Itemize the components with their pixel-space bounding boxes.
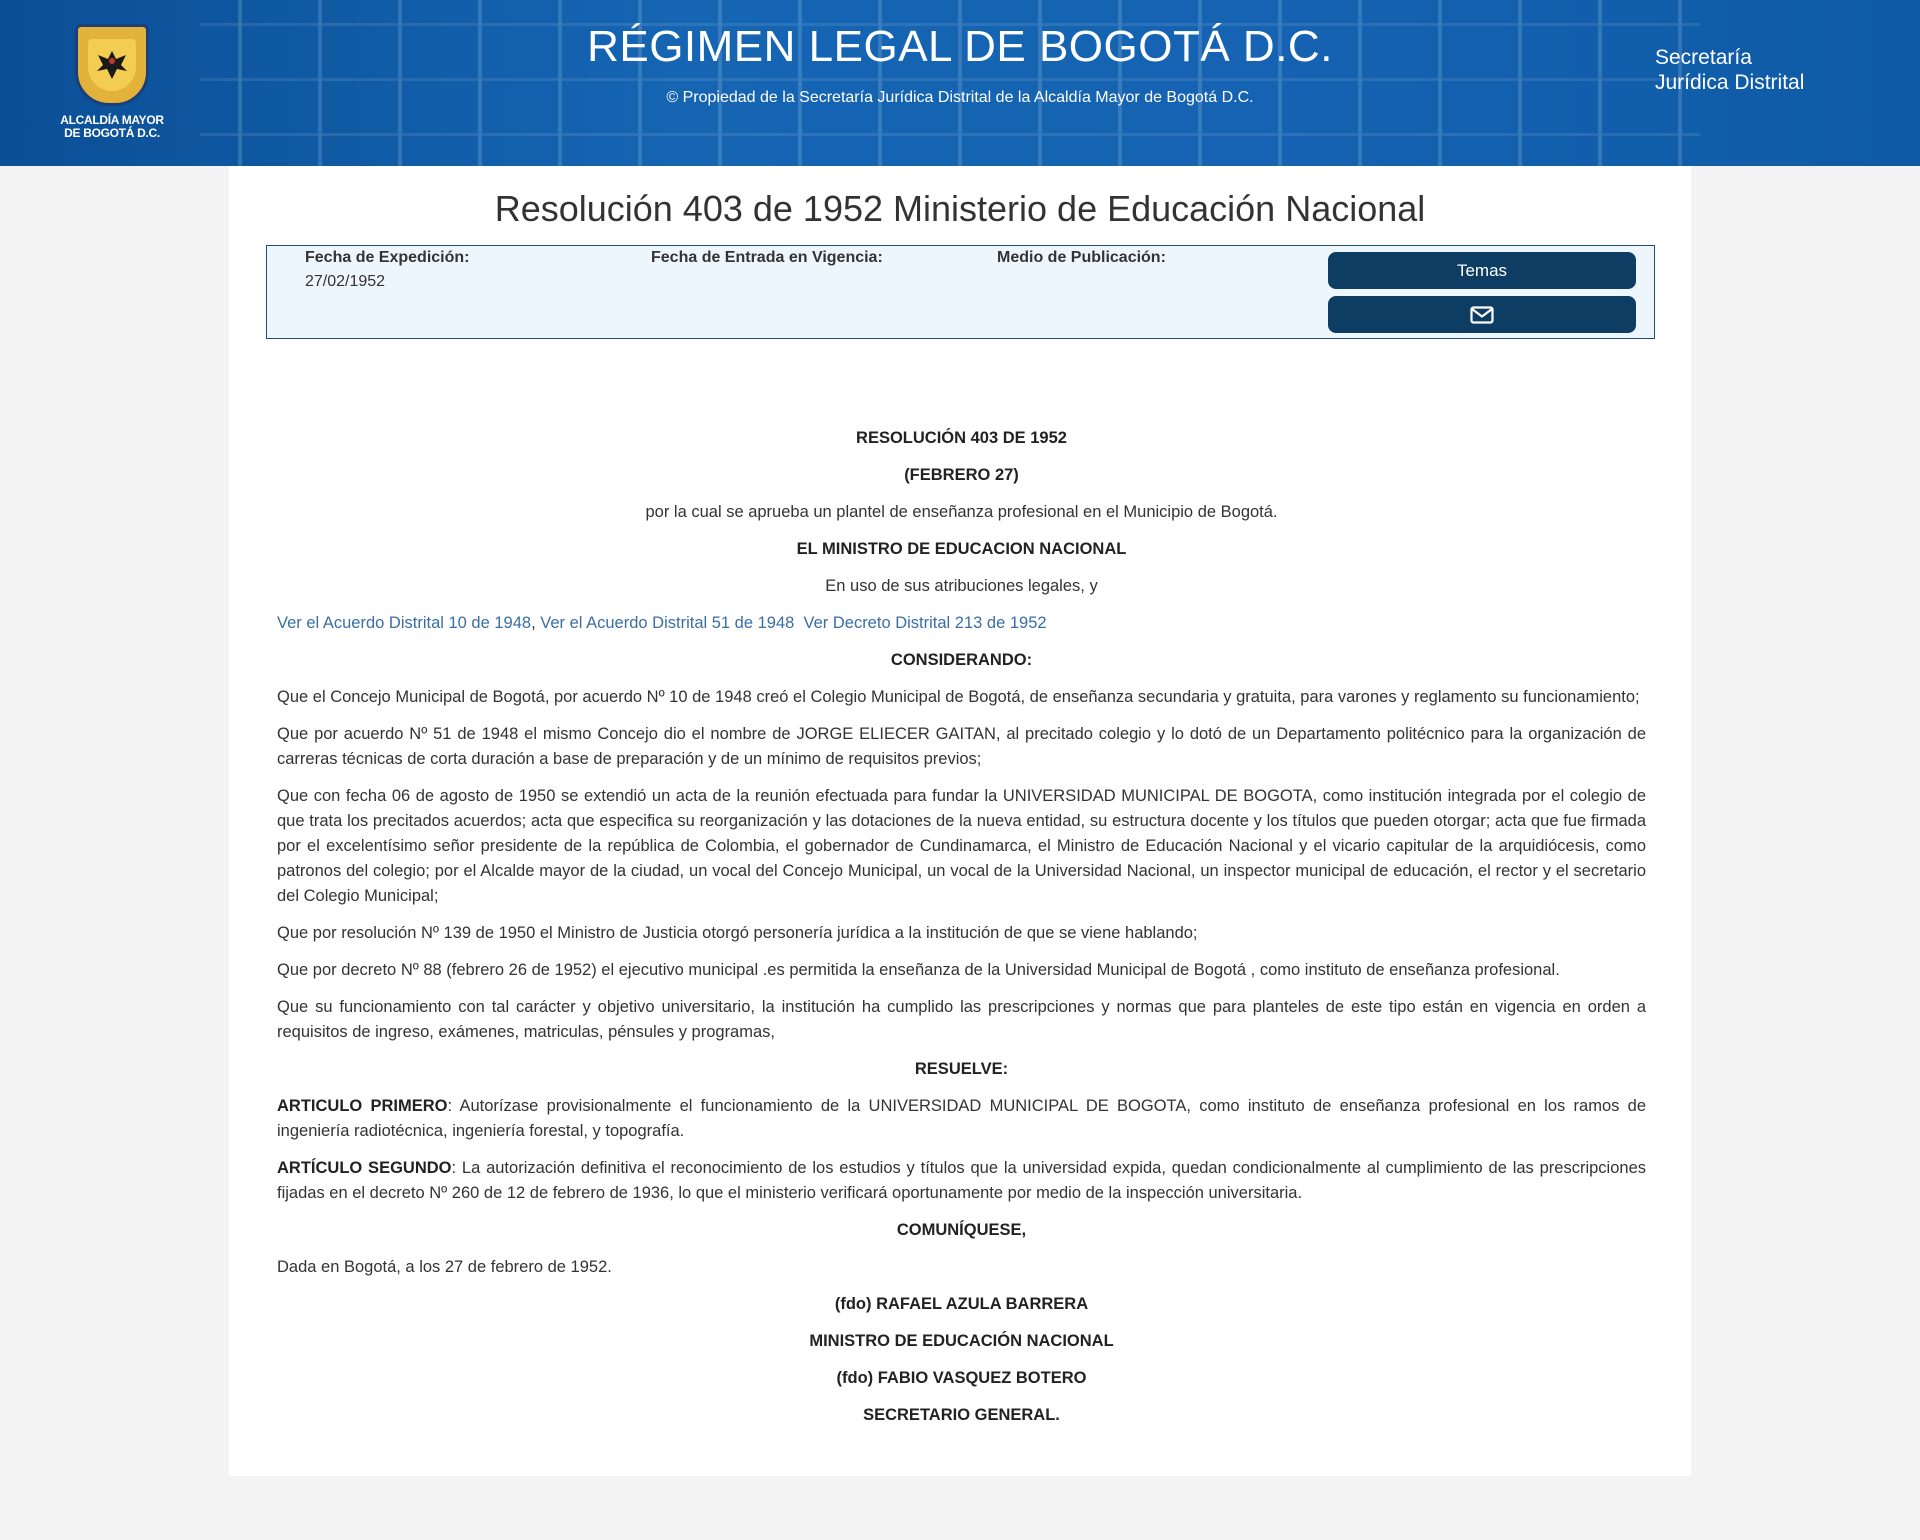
document-body <box>277 426 1646 1440</box>
page-title: Resolución 403 de 1952 Ministerio de Educación Nacional <box>494 188 1426 229</box>
link-acuerdo-10-1948[interactable]: Ver el Acuerdo Distrital 10 de 1948 <box>277 614 532 632</box>
fecha-expedicion-label: Fecha de Expedición: <box>305 249 470 266</box>
fecha-vigencia <box>651 246 883 267</box>
fecha-vigencia-label: Fecha de Entrada en Vigencia: <box>651 249 883 266</box>
uso-atribuciones: En uso de sus atribuciones legales, y <box>825 577 1098 595</box>
articulo-segundo-text: : La autorización definitiva el reconocimiento de los estudios y títulos que la universidad expida, quedan condicionalmente al cumplimiento de las prescripciones fijadas en el decreto Nº 260 de 12 de febrero de 1936, lo que el ministerio verificará oportunamente por medio de la inspección universitaria. <box>277 1159 1647 1202</box>
articulo-segundo-label: ARTÍCULO SEGUNDO <box>277 1159 452 1177</box>
articulo-primero-label: ARTICULO PRIMERO <box>277 1097 448 1115</box>
resolution-heading: RESOLUCIÓN 403 DE 1952 <box>856 429 1067 447</box>
articulo-segundo <box>277 1156 1646 1206</box>
temas-button[interactable]: Temas <box>1328 252 1636 289</box>
medio-publicacion-label: Medio de Publicación: <box>997 249 1166 266</box>
resolution-summary: por la cual se aprueba un plantel de enseñanza profesional en el Municipio de Bogotá. <box>645 503 1278 521</box>
medio-publicacion <box>997 246 1166 267</box>
site-subtitle: © Propiedad de la Secretaría Jurídica Distrital de la Alcaldía Mayor de Bogotá D.C. <box>666 89 1254 106</box>
secretaria-line1: Secretaría <box>1655 46 1752 69</box>
considerando-paragraph: Que el Concejo Municipal de Bogotá, por acuerdo Nº 10 de 1948 creó el Colegio Municipal de Bogotá, de enseñanza secundaria y gratuita, para varones y reglamento su funcionamiento; <box>277 688 1640 706</box>
site-header <box>0 0 1920 166</box>
resolution-date: (FEBRERO 27) <box>904 466 1019 484</box>
resuelve-heading: RESUELVE: <box>914 1060 1009 1078</box>
considerando-paragraph: Que con fecha 06 de agosto de 1950 se extendió un acta de la reunión efectuada para fundar la UNIVERSIDAD MUNICIPAL DE BOGOTA, como institución integrada por el colegio de que trata los precitados acuerdos; acta que especifica su reorganización y las dotaciones de la nueva entidad, su estructura docente y los títulos que pueden otorgar; acta que fue firmada por el excelentísimo señor presidente de la república de Colombia, el gobernador de Cundinamarca, el Ministro de Educación Nacional y el vicario capitular de la arquidiócesis, como patronos del colegio; por el Alcalde mayor de la ciudad, un vocal del Concejo Municipal, un vocal de la Universidad Nacional, un inspector municipal de educación, el rector y el secretario del Colegio Municipal; <box>277 787 1646 905</box>
logo-caption-line1: ALCALDÍA MAYOR <box>60 113 164 127</box>
related-links: Ver el Acuerdo Distrital 10 de 1948, Ver el Acuerdo Distrital 51 de 1948 Ver Decreto Distrital 213 de 1952 <box>277 614 1047 632</box>
envelope-icon <box>1470 306 1494 324</box>
issuer: EL MINISTRO DE EDUCACION NACIONAL <box>796 540 1127 558</box>
secretaria-juridica-logo[interactable] <box>1655 45 1804 95</box>
secretaria-line2: Jurídica Distrital <box>1655 71 1805 94</box>
document-info-box <box>266 245 1655 339</box>
signature-1: (fdo) RAFAEL AZULA BARRERA <box>834 1295 1089 1313</box>
logo-caption <box>52 114 172 140</box>
site-title: RÉGIMEN LEGAL DE BOGOTÁ D.C. <box>587 22 1333 71</box>
fecha-expedicion <box>305 246 469 291</box>
articulo-primero-text: : Autorízase provisionalmente el funcionamiento de la UNIVERSIDAD MUNICIPAL DE BOGOTA, como instituto de enseñanza profesional en los ramos de ingeniería radiotécnica, ingeniería forestal, y topografía. <box>277 1097 1646 1140</box>
logo-caption-line2: DE BOGOTÁ D.C. <box>64 126 160 140</box>
dada-en-bogota: Dada en Bogotá, a los 27 de febrero de 1952. <box>277 1258 612 1276</box>
link-acuerdo-51-1948[interactable]: Ver el Acuerdo Distrital 51 de 1948 <box>540 614 795 632</box>
comuniquese: COMUNÍQUESE, <box>896 1221 1027 1239</box>
considerando-heading: CONSIDERANDO: <box>890 651 1033 669</box>
signature-2-role: SECRETARIO GENERAL. <box>863 1406 1060 1424</box>
link-decreto-213-1952[interactable]: Ver Decreto Distrital 213 de 1952 <box>803 614 1047 632</box>
email-button[interactable] <box>1328 296 1636 333</box>
signature-2: (fdo) FABIO VASQUEZ BOTERO <box>836 1369 1087 1387</box>
signature-1-role: MINISTRO DE EDUCACIÓN NACIONAL <box>809 1332 1114 1350</box>
considerando-paragraph: Que su funcionamiento con tal carácter y objetivo universitario, la institución ha cumplido las prescripciones y normas que para planteles de este tipo están en vigencia en orden a requisitos de ingreso, exámenes, matriculas, pénsules y programas, <box>277 998 1646 1041</box>
articulo-primero <box>277 1094 1646 1144</box>
considerando-paragraph: Que por decreto Nº 88 (febrero 26 de 1952) el ejecutivo municipal .es permitida la enseñanza de la Universidad Municipal de Bogotá , como instituto de enseñanza profesional. <box>277 961 1560 979</box>
considerando-paragraph: Que por resolución Nº 139 de 1950 el Ministro de Justicia otorgó personería jurídica a la institución de que se viene hablando; <box>277 924 1198 942</box>
considerando-paragraph: Que por acuerdo Nº 51 de 1948 el mismo Concejo dio el nombre de JORGE ELIECER GAITAN, al precitado colegio y lo dotó de un Departamento politécnico para la organización de carreras técnicas de corta duración a base de preparación y de un mínimo de requisitos previos; <box>277 725 1646 768</box>
document-panel <box>229 166 1691 1476</box>
fecha-expedicion-value: 27/02/1952 <box>305 273 386 290</box>
